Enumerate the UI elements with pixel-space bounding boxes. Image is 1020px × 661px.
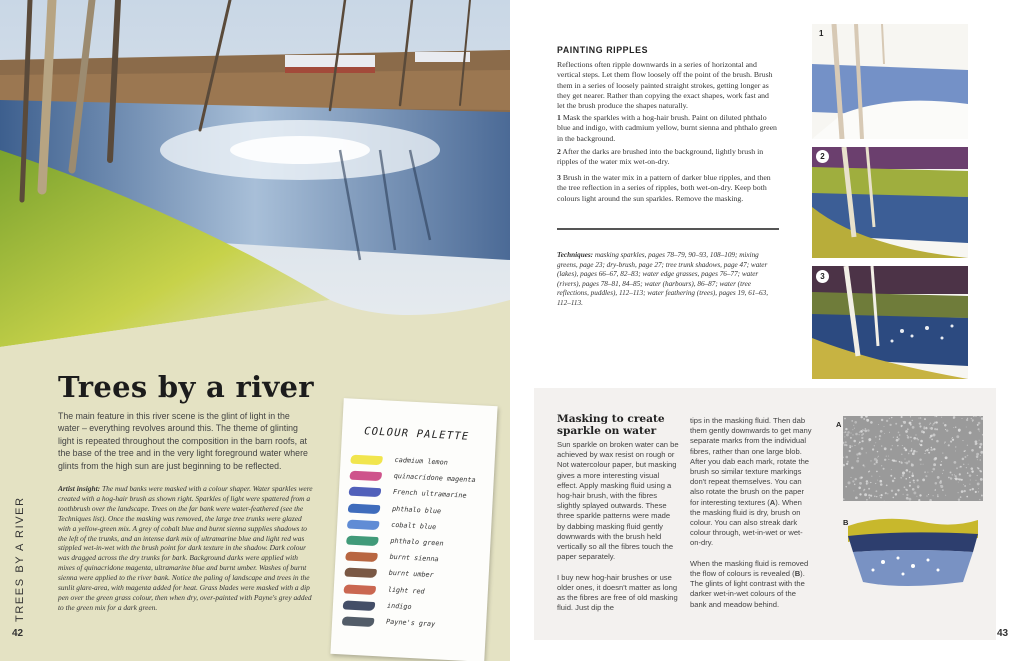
- step-panel-1: [812, 24, 968, 139]
- colour-swatch: [344, 568, 376, 579]
- step-3-text: Brush in the water mix in a pattern of darker blue ripples, and then the tree reflection in a series of ripples, both wet-on-dry. Keep both colours light around the sun sparkles. Remove the masking.: [557, 173, 771, 203]
- insight-label: Artist insight:: [58, 484, 101, 493]
- ripples-intro: Reflections often ripple downwards in a series of horizontal and vertical steps. Let them flow loosely off the point of the brush. Brush them in a series of loosely painted straight strokes, getting longer as they get nearer. Rather than copying the exact shapes, work fast and let the brush produce the shapes naturally.: [557, 60, 773, 111]
- colour-name: light red: [387, 585, 425, 596]
- techniques-text: masking sparkles, pages 78–79, 90–93, 108–109; mixing greens, page 23; dry-brush, page 27; tree trunk shadows, page 47; water (lakes), pages 66–67, 82–83; water edge grasses, pages 76–77; water (rivers), pages 78–81, 84–85; water (harbours), 86–87; water (tree reflections, puddles), 112–113; water feathering (trees), pages 19, 61–63, 112–113.: [557, 251, 768, 307]
- masking-col-2-p2b: ). The glints of light contrast with the darker wet-in-wet colours of the bank and meadow behind.: [690, 569, 805, 609]
- sample-b-label: B: [843, 518, 849, 527]
- colour-name: phthalo green: [390, 536, 444, 548]
- colour-name: burnt umber: [388, 569, 434, 580]
- river-painting: [0, 0, 510, 347]
- sparkle-sample-a: [843, 416, 983, 501]
- colour-swatch: [346, 535, 378, 546]
- page-title: Trees by a river: [58, 370, 314, 404]
- masking-col-2-p1b: ). When the masking fluid is dry, brush on colour. You can also streak dark colour through, wet-in-wet or wet-on-dry.: [690, 497, 803, 548]
- artist-insight: [58, 484, 313, 613]
- colour-name: quinacridone magenta: [393, 472, 476, 485]
- masking-col-1: [557, 440, 679, 613]
- step-1-number: 1: [557, 113, 561, 122]
- palette-title: COLOUR PALETTE: [363, 425, 470, 443]
- colour-swatch: [349, 487, 381, 498]
- step-3-number: 3: [557, 173, 561, 182]
- colour-name: phthalo blue: [391, 504, 442, 515]
- colour-swatch: [344, 584, 376, 595]
- step-panel-2-number: 2: [816, 150, 829, 163]
- step-panel-2: [812, 147, 968, 258]
- page-number-right: 43: [997, 628, 1009, 639]
- ref-a: A: [769, 497, 776, 507]
- masking-col-1-p2: I buy new hog-hair brushes or use older ones, it doesn't matter as long as the fibres are free of old masking fluid. Just dip the: [557, 572, 678, 613]
- ref-b: B: [794, 569, 801, 579]
- colour-swatch: [342, 616, 374, 627]
- masking-col-2: [690, 416, 812, 610]
- ripples-heading: PAINTING RIPPLES: [557, 45, 649, 55]
- step-3: [557, 173, 777, 204]
- colour-name: French ultramarine: [392, 488, 467, 501]
- chapter-label: TREES BY A RIVER: [14, 496, 26, 622]
- sample-a-label: A: [836, 420, 842, 429]
- colour-swatch: [347, 519, 379, 530]
- colour-name: Payne's gray: [385, 617, 436, 629]
- masking-col-1-p1: Sun sparkle on broken water can be achieved by wax resist on rough or Not watercolour paper, but masking gives a more interesting visual effect. Apply masking fluid using a hog-hair brush, with the fibres slightly splayed outwards. These three sparkle patterns were made by dabbing masking fluid gently downwards with the brush held vertically so all the fibres touch the paper separately.: [557, 440, 679, 562]
- step-2: [557, 147, 777, 168]
- step-1: [557, 113, 777, 144]
- step-panel-3-number: 3: [816, 270, 829, 283]
- masking-title: Masking to create sparkle on water: [557, 413, 665, 438]
- techniques-list: [557, 251, 775, 309]
- step-1-text: Mask the sparkles with a hog-hair brush. Paint on diluted phthalo blue and indigo, with cadmium yellow, burnt sienna and phthalo green in the background.: [557, 113, 777, 143]
- colour-swatch: [350, 471, 382, 482]
- step-2-text: After the darks are brushed into the background, lightly brush in ripples of the water mix wet-on-dry.: [557, 147, 764, 167]
- step-2-number: 2: [557, 147, 561, 156]
- step-panel-1-number: 1: [819, 29, 824, 38]
- intro-paragraph: The main feature in this river scene is the glint of light in the water – everything revolves around this. The theme of glinting light is repeated throughout the composition in the barn roofs, at the base of the tree and in the very light foreground water where glints from the high sun are just beginning to be reflected.: [58, 411, 308, 471]
- page-number-left: 42: [12, 628, 24, 639]
- chapter-sidebar: [2, 496, 26, 626]
- colour-name: indigo: [386, 601, 412, 611]
- colour-swatch: [350, 455, 382, 466]
- colour-swatch: [348, 503, 380, 514]
- colour-swatch: [343, 600, 375, 611]
- colour-name: cobalt blue: [391, 520, 437, 531]
- insight-text: The mud banks were masked with a colour shaper. Water sparkles were created with a hog-hair brush as shown right. Sparkles of light were spattered from a toothbrush over the landscape. Trees on the far bank were water-feathered (see the Techniques list). Once the masking was removed, the large tree trunks were glazed with a yellow-green mix. A grey of cobalt blue and burnt sienna supplies shadows to the left of the trunks, and an intense dark mix of ultramarine blue and light red was stippled wet-in-wet with the brush point for dark texture in the shadow. Dark colour was dragged across the dry trunks for bark. Background darks were applied with mixes of quinacridone magenta, ultramarine blue and burnt umber. Washes of burnt sienna were applied to the river bank. Notice the paling of landscape and trees in the sunlit glare-area, with magenta added for heat. Grass blades were masked with a dip pen over the green grass colour, then when dry, over-painted with Payne's grey added to the green mix for a dark green.: [58, 484, 313, 612]
- masking-col-2-p2a: When the masking fluid is removed the flow of colours is revealed (: [690, 558, 809, 579]
- colour-name: cadmium lemon: [394, 455, 448, 467]
- techniques-label: Techniques:: [557, 251, 594, 259]
- colour-swatch: [345, 552, 377, 563]
- masking-col-2-p1a: tips in the masking fluid. Then dab them gently downwards to get many separate marks from the individual fibres, rather than one large blob. After you dab each mark, rotate the brush so similar texture markings don't repeat themselves. You can also rotate the brush on the paper for interesting textures (: [690, 416, 812, 507]
- colour-name: burnt sienna: [389, 552, 439, 564]
- step-panel-3: [812, 266, 968, 379]
- section-divider: [557, 228, 779, 230]
- colour-palette-card: [330, 398, 497, 661]
- sparkle-sample-b: [843, 512, 983, 596]
